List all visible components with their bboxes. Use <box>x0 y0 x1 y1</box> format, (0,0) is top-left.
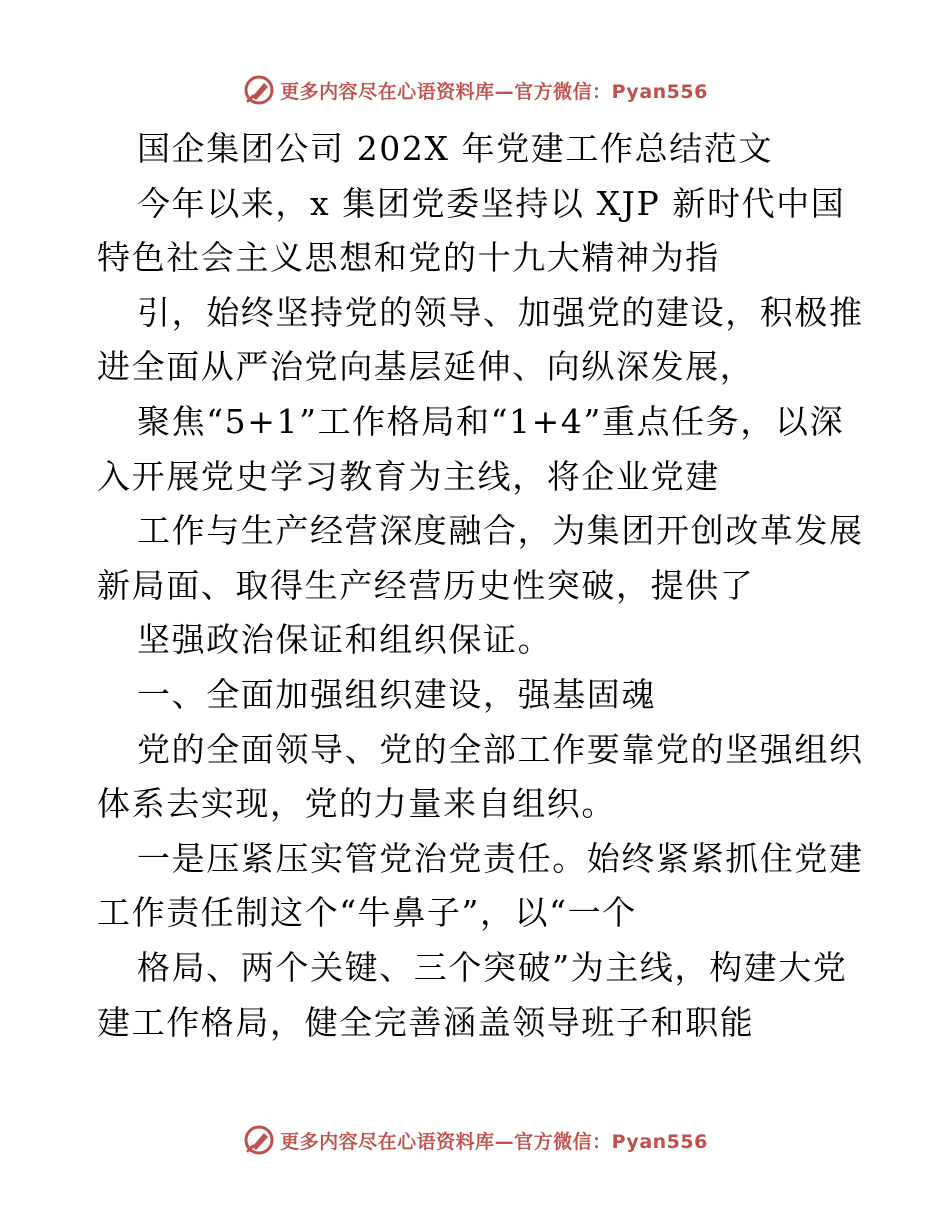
text-line: 建工作格局，健全完善涵盖领导班子和职能 <box>97 1002 755 1042</box>
text-line: 新局面、取得生产经营历史性突破，提供了 <box>97 565 755 605</box>
watermark-text: 更多内容尽在心语资料库—官方微信：Pyan556 <box>280 1130 708 1153</box>
text-line: 格局、两个关键、三个突破”为主线，构建大党 <box>137 947 848 987</box>
text-line: 工作责任制这个“牛鼻子”，以“一个 <box>97 893 637 933</box>
text-line: 聚焦“5+1”工作格局和“1+4”重点任务，以深 <box>137 401 845 441</box>
text-line: 一、全面加强组织建设，强基固魂 <box>137 674 656 714</box>
text-line: 一是压紧压实管党治党责任。始终紧紧抓住党建 <box>137 838 864 878</box>
header-watermark-inner <box>242 73 708 107</box>
text-line: 党的全面领导、党的全部工作要靠党的坚强组织 <box>137 729 864 769</box>
text-line: 进全面从严治党向基层延伸、向纵深发展， <box>97 347 755 387</box>
footer-watermark <box>0 1120 950 1160</box>
footer-watermark-inner <box>242 1123 708 1157</box>
text-line: 工作与生产经营深度融合，为集团开创改革发展 <box>137 511 864 551</box>
text-line: 坚强政治保证和组织保证。 <box>137 620 553 660</box>
header-watermark <box>0 70 950 110</box>
text-line: 特色社会主义思想和党的十九大精神为指 <box>97 238 720 278</box>
pen-nib-logo-icon <box>242 73 276 107</box>
watermark-text: 更多内容尽在心语资料库—官方微信：Pyan556 <box>280 80 708 103</box>
pen-nib-logo-icon <box>242 1123 276 1157</box>
text-line: 体系去实现，党的力量来自组织。 <box>97 784 616 824</box>
text-line: 今年以来，x 集团党委坚持以 XJP 新时代中国 <box>137 183 846 223</box>
document-body <box>97 122 864 1050</box>
text-line: 入开展党史学习教育为主线，将企业党建 <box>97 456 720 496</box>
text-line: 引，始终坚持党的领导、加强党的建设，积极推 <box>137 292 864 332</box>
text-line: 国企集团公司 202X 年党建工作总结范文 <box>137 129 774 168</box>
